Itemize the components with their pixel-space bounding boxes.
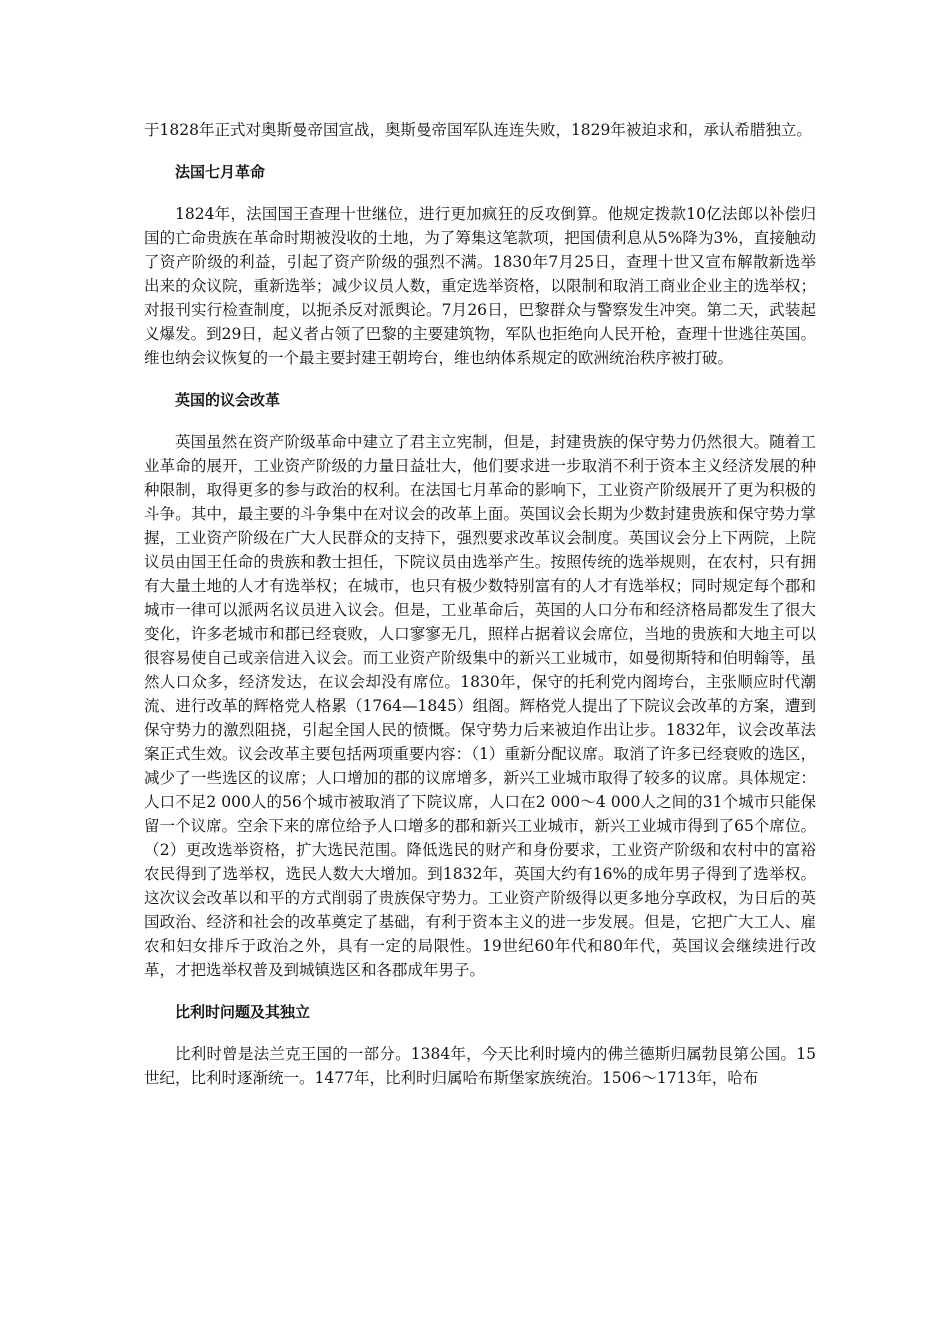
paragraph-july-revolution: 1824年，法国国王查理十世继位，进行更加疯狂的反攻倒算。他规定拨款10亿法郎以补偿归国的亡命贵族在革命时期被没收的土地，为了筹集这笔款项，把国债利息从5%降为3%，直接触动了资产阶级的利益，引起了资产阶级的强烈不满。1830年7月25日，查理十世又宣布解散新选举出来的众议院，重新选举；减少议员人数，重定选举资格，以限制和取消工商业企业主的选举权；对报刊实行检查制度，以扼杀反对派舆论。7月26日，巴黎群众与警察发生冲突。第二天，武装起义爆发。到29日，起义者占领了巴黎的主要建筑物，军队也拒绝向人民开枪，查理十世逃往英国。维也纳会议恢复的一个最主要封建王朝垮台，维也纳体系规定的欧洲统治秩序被打破。 — [144, 205, 816, 367]
document-page — [144, 118, 816, 1090]
heading-uk-reform: 英国的议会改革 — [175, 391, 281, 409]
heading-july-revolution: 法国七月革命 — [175, 163, 266, 181]
paragraph-belgium: 比利时曾是法兰克王国的一部分。1384年，今天比利时境内的佛兰德斯归属勃艮第公国。15世纪，比利时逐渐统一。1477年，比利时归属哈布斯堡家族统治。1506～1713年，哈布 — [144, 1045, 816, 1087]
heading-belgium: 比利时问题及其独立 — [175, 1003, 311, 1021]
paragraph-greek-independence: 于1828年正式对奥斯曼帝国宣战，奥斯曼帝国军队连连失败，1829年被迫求和，承认希腊独立。 — [144, 121, 812, 139]
paragraph-uk-reform: 英国虽然在资产阶级革命中建立了君主立宪制，但是，封建贵族的保守势力仍然很大。随着工业革命的展开，工业资产阶级的力量日益壮大，他们要求进一步取消不利于资本主义经济发展的种种限制，取得更多的参与政治的权利。在法国七月革命的影响下，工业资产阶级展开了更为积极的斗争。其中，最主要的斗争集中在对议会的改革上面。英国议会长期为少数封建贵族和保守势力掌握，工业资产阶级在广大人民群众的支持下，强烈要求改革议会制度。英国议会分上下两院，上院议员由国王任命的贵族和教士担任，下院议员由选举产生。按照传统的选举规则，在农村，只有拥有大量土地的人才有选举权；在城市，也只有极少数特别富有的人才有选举权；同时规定每个郡和城市一律可以派两名议员进入议会。但是，工业革命后，英国的人口分布和经济格局都发生了很大变化，许多老城市和郡已经衰败，人口寥寥无几，照样占据着议会席位，当地的贵族和大地主可以很容易使自己或亲信进入议会。而工业资产阶级集中的新兴工业城市，如曼彻斯特和伯明翰等，虽然人口众多，经济发达，在议会却没有席位。1830年，保守的托利党内阁垮台，主张顺应时代潮流、进行改革的辉格党人格累（1764—1845）组阁。辉格党人提出了下院议会改革的方案，遭到保守势力的激烈阻挠，引起全国人民的愤慨。保守势力后来被迫作出让步。1832年，议会改革法案正式生效。议会改革主要包括两项重要内容：（1）重新分配议席。取消了许多已经衰败的选区，减少了一些选区的议席；人口增加的郡的议席增多，新兴工业城市取得了较多的议席。具体规定：人口不足2 000人的56个城市被取消了下院议席，人口在2 000～4 000人之间的31个城市只能保留一个议席。空余下来的席位给予人口增多的郡和新兴工业城市，新兴工业城市得到了65个席位。（2）更改选举资格，扩大选民范围。降低选民的财产和身份要求，工业资产阶级和农村中的富裕农民得到了选举权，选民人数大大增加。到1832年，英国大约有16%的成年男子得到了选举权。这次议会改革以和平的方式削弱了贵族保守势力。工业资产阶级得以更多地分享政权，为日后的英国政治、经济和社会的改革奠定了基础，有利于资本主义的进一步发展。但是，它把广大工人、雇农和妇女排斥于政治之外，具有一定的局限性。19世纪60年代和80年代，英国议会继续进行改革，才把选举权普及到城镇选区和各郡成年男子。 — [144, 433, 816, 979]
